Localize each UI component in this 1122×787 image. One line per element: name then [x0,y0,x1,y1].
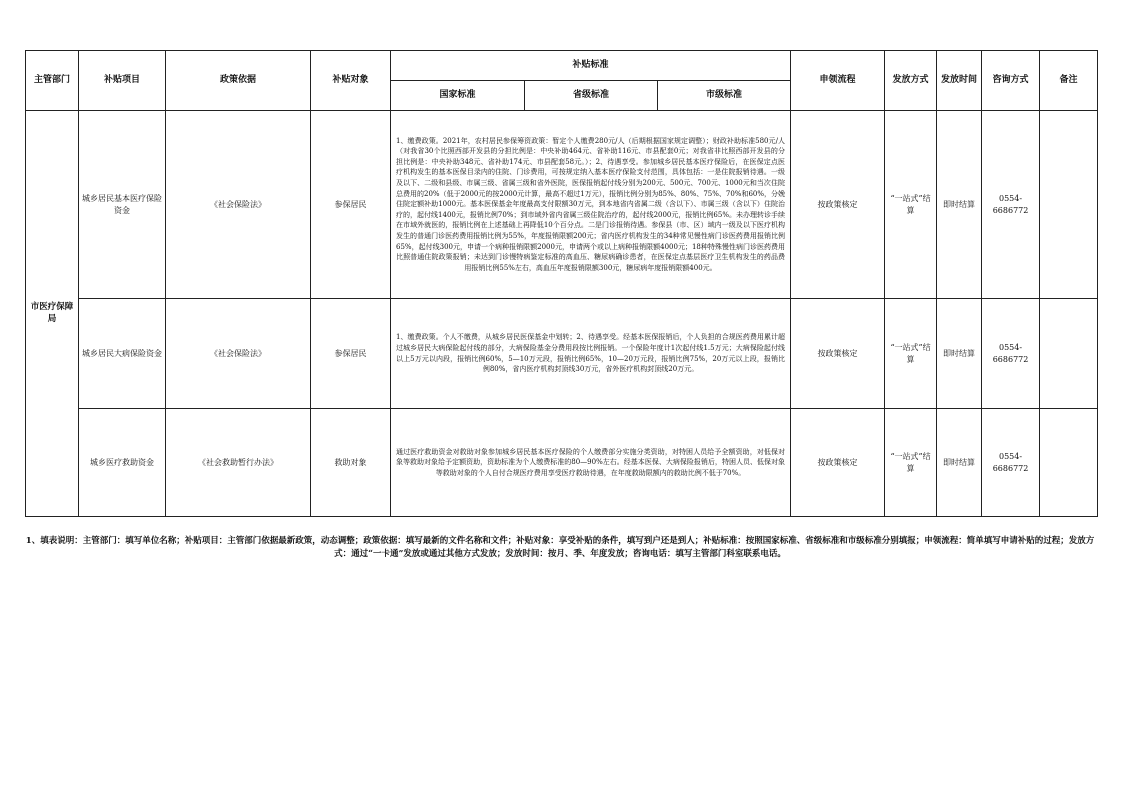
method-cell: “一站式”结算 [885,299,937,409]
header-method: 发放方式 [885,51,937,111]
item-cell: 城乡居民基本医疗保险资金 [79,111,166,299]
header-target: 补贴对象 [311,51,391,111]
method-cell: “一站式”结算 [885,111,937,299]
target-cell: 参保居民 [311,111,391,299]
time-cell: 即时结算 [937,299,982,409]
header-item: 补贴项目 [79,51,166,111]
target-cell: 救助对象 [311,409,391,517]
header-remarks: 备注 [1040,51,1098,111]
time-cell: 即时结算 [937,409,982,517]
process-cell: 按政策核定 [791,299,885,409]
standard-cell: 通过医疗救助资金对救助对象参加城乡居民基本医疗保险的个人缴费部分实施分类资助，对特困人员给予全额资助，对低保对象等救助对象给予定额资助，资助标准为个人缴费标准的80—90%左右。经基本医保、大病保险报销后，特困人员、低保对象等救助对象的个人自付合规医疗费用享受医疗救助待遇，在年度救助限额内的救助比例不低于70%。 [391,409,791,517]
basis-cell: 《社会救助暂行办法》 [166,409,311,517]
basis-cell: 《社会保险法》 [166,111,311,299]
process-cell: 按政策核定 [791,409,885,517]
item-cell: 城乡居民大病保险资金 [79,299,166,409]
contact-cell: 0554-6686772 [982,409,1040,517]
table-row [26,409,1098,517]
method-cell: “一站式”结算 [885,409,937,517]
contact-cell: 0554-6686772 [982,299,1040,409]
table-row [26,299,1098,409]
time-cell: 即时结算 [937,111,982,299]
remarks-cell [1040,409,1098,517]
process-cell: 按政策核定 [791,111,885,299]
header-standard: 补贴标准 [391,51,791,81]
remarks-cell [1040,111,1098,299]
header-time: 发放时间 [937,51,982,111]
header-contact: 咨询方式 [982,51,1040,111]
header-national: 国家标准 [391,81,525,111]
contact-cell: 0554-6686772 [982,111,1040,299]
header-city: 市级标准 [658,81,791,111]
subsidy-table-container [25,50,1097,517]
subsidy-table [25,50,1098,517]
header-basis: 政策依据 [166,51,311,111]
standard-cell: 1、缴费政策。个人不缴费，从城乡居民医保基金中划转；2、待遇享受。经基本医保报销后，个人负担的合规医药费用累计超过城乡居民大病保险起付线的部分，大病保险基金分费用段按比例报销。一个保险年度计1次起付线1.5万元；大病保险起付线以上5万元以内段，报销比例60%，5—10万元段，报销比例65%，10—20万元段，报销比例75%，20万元以上段，报销比例80%，省内医疗机构封顶线30万元，省外医疗机构封顶线20万元。 [391,299,791,409]
basis-cell: 《社会保险法》 [166,299,311,409]
header-process: 申领流程 [791,51,885,111]
header-dept: 主管部门 [26,51,79,111]
remarks-cell [1040,299,1098,409]
table-row [26,111,1098,299]
item-cell: 城乡医疗救助资金 [79,409,166,517]
standard-cell: 1、缴费政策。2021年，农村居民参保筹资政策：暂定个人缴费280元/人（后期根据国家规定调整）；财政补助标准580元/人（对我省30个比照西部开发县的分担比例是：中央补助464元、省补助116元、市县配套0元；对我省非比照西部开发县的分担比例是：中央补助348元、省补助174元、市县配套58元。）；2、待遇享受。参加城乡居民基本医疗保险后，在医保定点医疗机构发生的基本医保目录内的住院、门诊费用，可按规定纳入基本医疗保险支付范围，具体包括：一是住院报销待遇。一级及以下、二级和县级、市属三级、省属三级和省外医院，医保报销起付线分别为200元、500元、700元、1000元和当次住院总费用的20%（低于2000元的按2000元计算，最高不超过1万元），报销比例分别为85%、80%、75%、70%和60%，分娩住院定额补助1000元。基本医保基金年度最高支付限额30万元，到本地省内省属二级（含以下）、市属三级（含以下）住院治疗的，起付线1400元，报销比例70%；到市域外省内省属三级住院治疗的，起付线2000元，报销比例65%。未办理转诊手续在市域外就医的，报销比例在上述基础上再降低10个百分点。二是门诊报销待遇。参保县（市、区）域内一级及以下医疗机构发生的普通门诊医药费用报销比例为55%，年度报销限额200元；省内医疗机构发生的34种常见慢性病门诊医药费用报销比例65%，起付线300元，申请一个病种报销限额2000元，申请两个或以上病种报销限额4000元；18种特殊慢性病门诊医药费用比照普通住院政策报销；未达到门诊慢特病鉴定标准的高血压、糖尿病确诊患者，在医保定点基层医疗卫生机构发生的药品费用报销比例55%左右，高血压年度报销限额300元，糖尿病年度报销限额400元。 [391,111,791,299]
department-cell: 市医疗保障局 [26,111,79,517]
fill-instructions-note: 1、填表说明：主管部门：填写单位名称；补贴项目：主管部门依据最新政策，动态调整；政策依据：填写最新的文件名称和文件；补贴对象：享受补贴的条件，填写到户还是到人；补贴标准：按照国家标准、省级标准和市级标准分别填报；申领流程：简单填写申请补贴的过程；发放方式：通过“一卡通”发放或通过其他方式发放；发放时间：按月、季、年度发放；咨询电话：填写主管部门科室联系电话。 [25,536,1095,559]
header-provincial: 省级标准 [525,81,658,111]
target-cell: 参保居民 [311,299,391,409]
